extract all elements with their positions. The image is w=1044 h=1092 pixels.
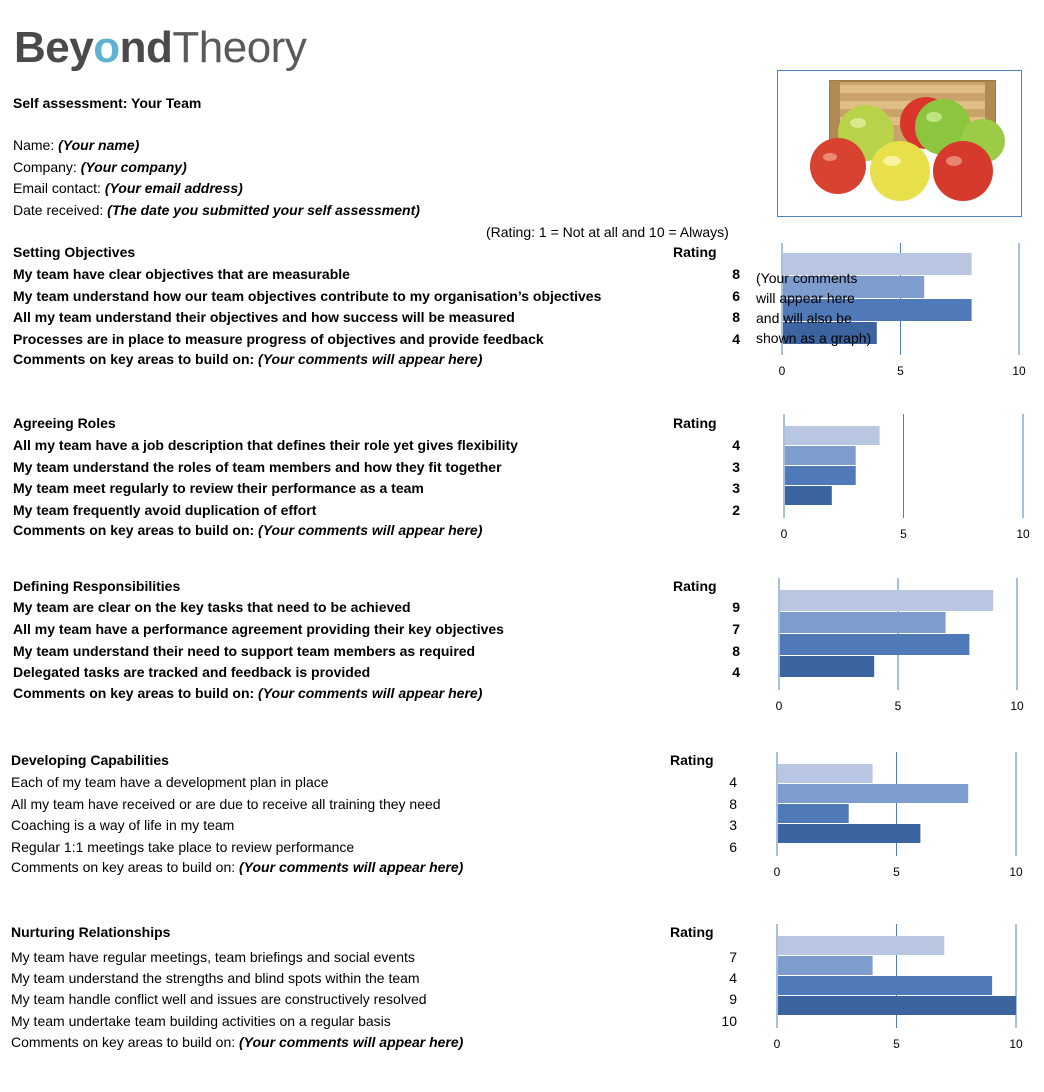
assessment-item-rating: 2 bbox=[732, 502, 740, 518]
tick-label-5: 5 bbox=[897, 364, 904, 378]
assessment-item-rating: 4 bbox=[729, 774, 737, 790]
assessment-item-text: My team understand their need to support team members as required bbox=[13, 643, 476, 659]
assessment-item-rating: 8 bbox=[732, 643, 740, 659]
assessment-item-text: My team understand the roles of team members and how they fit together bbox=[13, 459, 502, 475]
comments-row: Comments on key areas to build on: (Your comments will appear here) bbox=[11, 859, 464, 875]
tick-label-0: 0 bbox=[773, 1037, 781, 1051]
date-field: Date received: (The date you submitted your self assessment) bbox=[13, 202, 420, 218]
assessment-item-rating: 4 bbox=[732, 331, 740, 347]
assessment-item-text: Processes are in place to measure progress of objectives and provide feedback bbox=[13, 331, 544, 347]
assessment-item-rating: 7 bbox=[729, 949, 737, 965]
beyond-theory-logo: BeyondTheory bbox=[14, 23, 307, 72]
rating-column-header: Rating bbox=[670, 924, 714, 940]
bar-defining-responsibilities-4 bbox=[780, 656, 874, 677]
bar-agreeing-roles-2 bbox=[785, 446, 856, 465]
section-title-developing-capabilities: Developing Capabilities bbox=[11, 752, 169, 768]
assessment-item-text: My team undertake team building activities on a regular basis bbox=[11, 1013, 391, 1029]
rating-column-header: Rating bbox=[673, 244, 717, 260]
tick-label-0: 0 bbox=[778, 364, 786, 378]
tick-label-10: 10 bbox=[1009, 1037, 1023, 1051]
assessment-item-rating: 3 bbox=[729, 817, 737, 833]
assessment-item-rating: 6 bbox=[732, 288, 740, 304]
bar-nurturing-relationships-3 bbox=[778, 976, 992, 995]
assessment-item-text: Each of my team have a development plan in place bbox=[11, 774, 329, 790]
assessment-item-rating: 4 bbox=[732, 664, 740, 680]
assessment-item-text: My team frequently avoid duplication of effort bbox=[13, 502, 317, 518]
tick-label-10: 10 bbox=[1012, 364, 1026, 378]
assessment-item-rating: 3 bbox=[732, 480, 740, 496]
assessment-item-rating: 4 bbox=[732, 437, 740, 453]
tick-label-10: 10 bbox=[1010, 699, 1024, 713]
bar-developing-capabilities-4 bbox=[778, 824, 920, 843]
bar-developing-capabilities-2 bbox=[778, 784, 968, 803]
assessment-item-rating: 9 bbox=[729, 991, 737, 1007]
assessment-item-text: My team have clear objectives that are measurable bbox=[13, 266, 350, 282]
assessment-item-text: All my team understand their objectives and how success will be measured bbox=[13, 309, 515, 325]
company-field: Company: (Your company) bbox=[13, 159, 187, 175]
section-title-nurturing-relationships: Nurturing Relationships bbox=[11, 924, 171, 940]
assessment-item-text: All my team have a job description that defines their role yet gives flexibility bbox=[13, 437, 518, 453]
bar-agreeing-roles-4 bbox=[785, 486, 832, 505]
assessment-item-text: All my team have received or are due to receive all training they need bbox=[11, 796, 441, 812]
tick-label-0: 0 bbox=[775, 699, 783, 713]
bar-defining-responsibilities-1 bbox=[780, 590, 993, 611]
assessment-item-rating: 3 bbox=[732, 459, 740, 475]
assessment-item-rating: 8 bbox=[732, 309, 740, 325]
bar-nurturing-relationships-4 bbox=[778, 996, 1016, 1015]
chart-agreeing-roles bbox=[779, 414, 1033, 542]
comments-row: Comments on key areas to build on: (Your comments will appear here) bbox=[11, 1034, 464, 1050]
apple-crate-image bbox=[778, 71, 1022, 217]
bar-developing-capabilities-1 bbox=[778, 764, 873, 783]
assessment-item-text: Regular 1:1 meetings take place to review performance bbox=[11, 839, 355, 855]
comments-row: Comments on key areas to build on: (Your comments will appear here) bbox=[13, 351, 483, 367]
tick-label-5: 5 bbox=[894, 699, 902, 713]
bar-nurturing-relationships-1 bbox=[778, 936, 944, 955]
assessment-item-text: All my team have a performance agreement providing their key objectives bbox=[13, 621, 504, 637]
assessment-item-text: My team handle conflict well and issues are constructively resolved bbox=[11, 991, 427, 1007]
assessment-item-text: Coaching is a way of life in my team bbox=[11, 817, 235, 833]
apple-crate-photo bbox=[777, 70, 1022, 217]
bar-developing-capabilities-3 bbox=[778, 804, 849, 823]
rating-column-header: Rating bbox=[670, 752, 714, 768]
assessment-item-rating: 8 bbox=[729, 796, 737, 812]
comments-row: Comments on key areas to build on: (Your comments will appear here) bbox=[13, 522, 483, 538]
rating-column-header: Rating bbox=[673, 415, 717, 431]
assessment-item-text: My team are clear on the key tasks that need to be achieved bbox=[13, 599, 411, 615]
tick-label-5: 5 bbox=[893, 865, 900, 879]
section-title-defining-responsibilities: Defining Responsibilities bbox=[13, 578, 181, 594]
bar-agreeing-roles-3 bbox=[785, 466, 856, 485]
tick-label-0: 0 bbox=[773, 865, 781, 879]
assessment-item-rating: 4 bbox=[729, 970, 737, 986]
section-title-agreeing-roles: Agreeing Roles bbox=[13, 415, 116, 431]
tick-label-5: 5 bbox=[900, 527, 907, 541]
rating-column-header: Rating bbox=[673, 578, 717, 594]
chart-developing-capabilities bbox=[772, 752, 1026, 880]
assessment-item-text: My team meet regularly to review their performance as a team bbox=[13, 480, 424, 496]
chart-nurturing-relationships bbox=[772, 924, 1026, 1052]
tick-label-0: 0 bbox=[780, 527, 788, 541]
bar-defining-responsibilities-2 bbox=[780, 612, 946, 633]
comments-row: Comments on key areas to build on: (Your comments will appear here) bbox=[13, 685, 483, 701]
assessment-item-text: My team understand the strengths and blind spots within the team bbox=[11, 970, 420, 986]
assessment-item-rating: 10 bbox=[721, 1013, 737, 1029]
name-field: Name: (Your name) bbox=[13, 137, 140, 153]
comments-overlay: (Your comments will appear here and will also be shown as a graph) bbox=[756, 270, 872, 346]
assessment-item-text: My team have regular meetings, team briefings and social events bbox=[11, 949, 415, 965]
tick-label-10: 10 bbox=[1009, 865, 1023, 879]
assessment-item-rating: 6 bbox=[729, 839, 737, 855]
page-title: Self assessment: Your Team bbox=[13, 95, 202, 111]
assessment-item-rating: 8 bbox=[732, 266, 740, 282]
rating-scale-note: (Rating: 1 = Not at all and 10 = Always) bbox=[486, 224, 729, 240]
bar-nurturing-relationships-2 bbox=[778, 956, 873, 975]
assessment-item-text: Delegated tasks are tracked and feedback is provided bbox=[13, 664, 371, 680]
tick-label-5: 5 bbox=[893, 1037, 900, 1051]
section-title-setting-objectives: Setting Objectives bbox=[13, 244, 136, 260]
bar-agreeing-roles-1 bbox=[785, 426, 880, 445]
tick-label-10: 10 bbox=[1016, 527, 1030, 541]
assessment-item-rating: 7 bbox=[732, 621, 740, 637]
chart-defining-responsibilities bbox=[774, 578, 1027, 714]
assessment-item-rating: 9 bbox=[732, 599, 740, 615]
bar-defining-responsibilities-3 bbox=[780, 634, 969, 655]
assessment-item-text: My team understand how our team objectives contribute to my organisation’s objectives bbox=[13, 288, 602, 304]
email-field: Email contact: (Your email address) bbox=[13, 180, 243, 196]
